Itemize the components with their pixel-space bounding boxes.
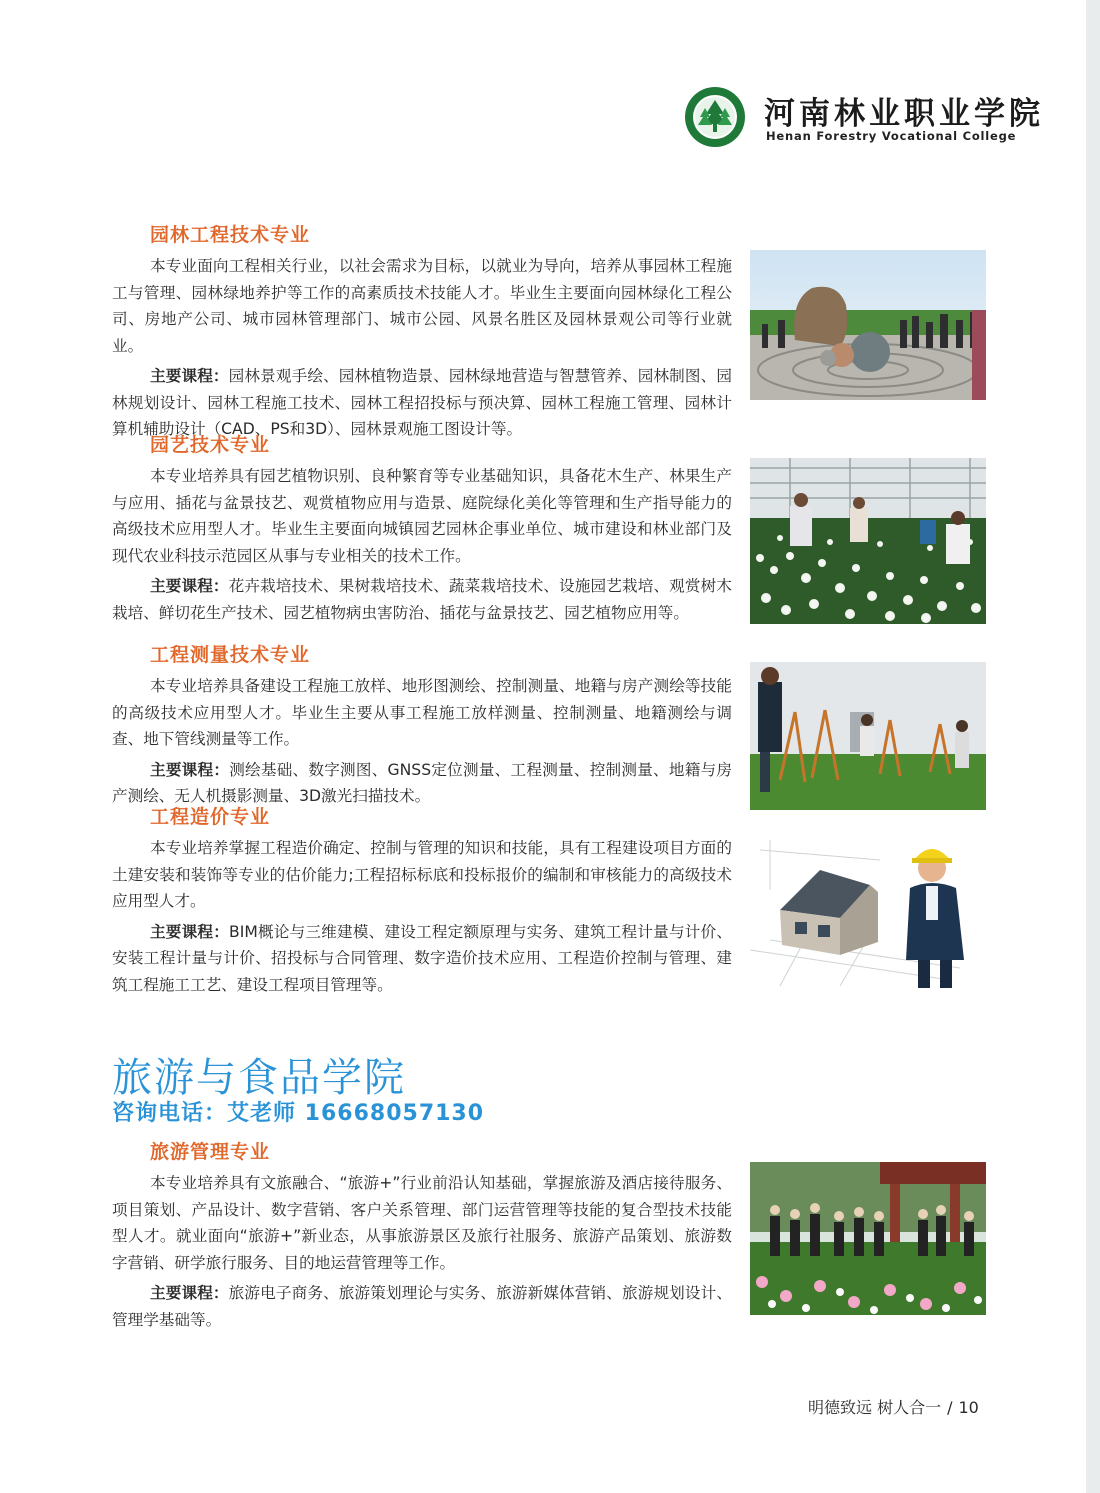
page-number: 10	[958, 1398, 979, 1417]
courses-text: 旅游电子商务、旅游策划理论与实务、旅游新媒体营销、旅游规划设计、管理学基础等。	[112, 1284, 732, 1329]
photo-surveying-field	[750, 662, 986, 810]
major-courses	[112, 1280, 732, 1333]
photo-tourism-garden	[750, 1162, 986, 1315]
college-name-en: Henan Forestry Vocational College	[766, 129, 1017, 143]
major-title: 园林工程技术专业	[150, 224, 311, 246]
footer-motto: 明德致远 树人合一	[808, 1398, 942, 1417]
major-courses	[112, 919, 732, 999]
major-courses	[112, 573, 732, 626]
major-title: 工程造价专业	[150, 806, 271, 828]
college-section-title: 旅游与食品学院	[112, 1055, 406, 1101]
major-description: 本专业培养掌握工程造价确定、控制与管理的知识和技能，具有工程建设项目方面的土建安装和装饰等专业的估价能力;工程招标标底和投标报价的编制和审核能力的高级技术应用型人才。	[112, 839, 732, 910]
college-emblem-icon	[684, 86, 746, 148]
courses-label: 主要课程：	[150, 922, 230, 941]
major-section-landscape	[112, 220, 732, 443]
major-title: 园艺技术专业	[150, 434, 271, 456]
page-footer: 明德致远 树人合一 / 10	[808, 1398, 979, 1417]
photo-greenhouse-flowers	[750, 458, 986, 624]
major-description: 本专业面向工程相关行业，以社会需求为目标，以就业为导向，培养从事园林工程施工与管理、园林绿地养护等工作的高素质技术技能人才。毕业生主要面向园林绿化工程公司、房地产公司、城市园林管理部门、城市公园、风景名胜区及园林景观公司等行业就业。	[112, 257, 732, 355]
courses-text: 花卉栽培技术、果树栽培技术、蔬菜栽培技术、设施园艺栽培、观赏树木栽培、鲜切花生产技术、园艺植物病虫害防治、插花与盆景技艺、园艺植物应用等。	[112, 577, 732, 622]
courses-label: 主要课程：	[150, 1284, 229, 1302]
major-description: 本专业培养具有文旅融合、“旅游+”行业前沿认知基础，掌握旅游及酒店接待服务、项目策划、产品设计、数字营销、客户关系管理、部门运营管理等技能的复合型技术技能型人才。就业面向“旅游+”新业态，从事旅游景区及旅行社服务、旅游产品策划、旅游数字营销、研学旅行服务、目的地运营管理等工作。	[112, 1174, 732, 1272]
courses-label: 主要课程：	[150, 367, 229, 385]
major-section-surveying	[112, 640, 732, 810]
courses-label: 主要课程：	[150, 760, 230, 779]
photo-landscape-plaza	[750, 250, 986, 400]
major-section-horticulture	[112, 430, 732, 626]
major-description: 本专业培养具备建设工程施工放样、地形图测绘、控制测量、地籍与房产测绘等技能的高级技术应用型人才。毕业生主要从事工程施工放样测量、控制测量、地籍测绘与调查、地下管线测量等工作。	[112, 677, 732, 748]
college-logo	[684, 86, 1044, 148]
major-section-cost-engineering	[112, 802, 732, 998]
major-section-tourism	[112, 1137, 732, 1333]
courses-text: 园林景观手绘、园林植物造景、园林绿地营造与智慧管养、园林制图、园林规划设计、园林工程施工技术、园林工程招投标与预决算、园林工程施工管理、园林计算机辅助设计（CAD、PS和3D）、园林景观施工图设计等。	[112, 367, 732, 438]
photo-house-engineer	[750, 830, 986, 988]
major-description: 本专业培养具有园艺植物识别、良种繁育等专业基础知识，具备花木生产、林果生产与应用、插花与盆景技艺、观赏植物应用与造景、庭院绿化美化等管理和生产指导能力的高级技术应用型人才。毕业生主要面向城镇园艺园林企事业单位、城市建设和林业部门及现代农业科技示范园区从事与专业相关的技术工作。	[112, 467, 732, 565]
major-title: 旅游管理专业	[150, 1141, 271, 1163]
courses-text: BIM概论与三维建模、建设工程定额原理与实务、建筑工程计量与计价、安装工程计量与计价、招投标与合同管理、数字造价技术应用、工程造价控制与管理、建筑工程施工工艺、建设工程项目管理等。	[112, 922, 732, 994]
college-contact-phone: 咨询电话：艾老师 16668057130	[112, 1101, 485, 1126]
college-name-cn: 河南林业职业学院	[764, 96, 1044, 132]
page-edge-strip	[1086, 0, 1100, 1493]
courses-text: 测绘基础、数字测图、GNSS定位测量、工程测量、控制测量、地籍与房产测绘、无人机摄影测量、3D激光扫描技术。	[112, 760, 732, 805]
major-title: 工程测量技术专业	[150, 644, 311, 666]
courses-label: 主要课程：	[150, 577, 229, 595]
